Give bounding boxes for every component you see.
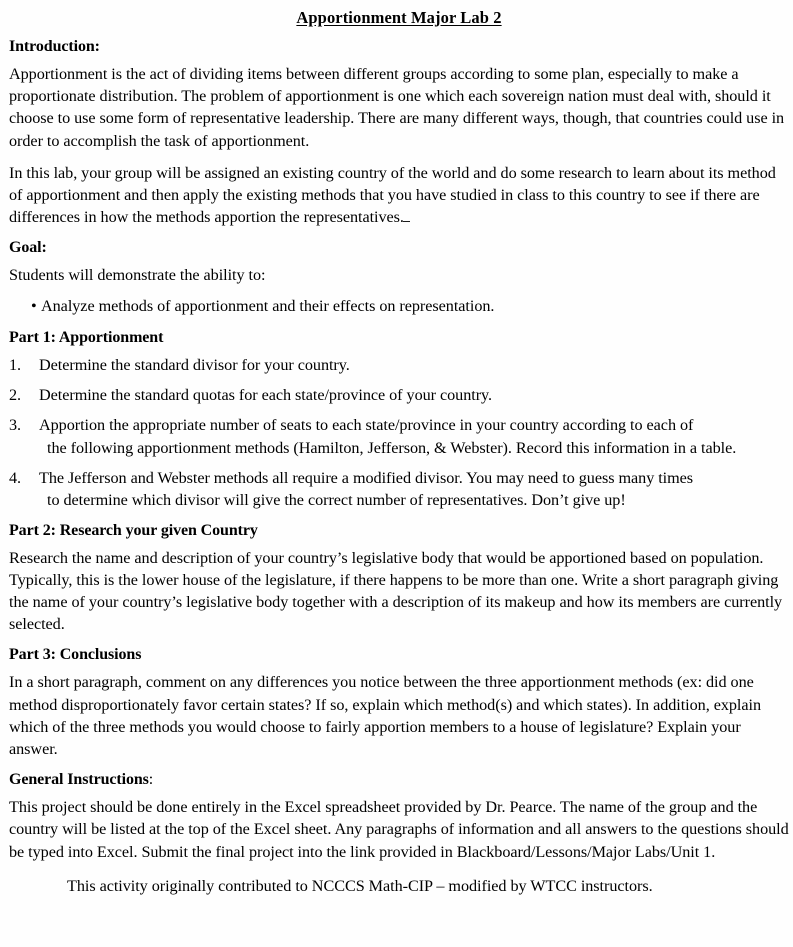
- goal-bullet-list: [9, 295, 789, 317]
- heading-general-instructions: [9, 770, 789, 789]
- page-title: [9, 8, 789, 28]
- list-item-text: Apportion the appropriate number of seats to each state/province in your country according to each of: [39, 416, 694, 435]
- list-item-number: 3.: [9, 416, 22, 435]
- list-item: [9, 414, 789, 459]
- page-title-text: Apportionment Major Lab 2: [296, 8, 502, 27]
- list-item-continuation: the following apportionment methods (Hamilton, Jefferson, & Webster). Record this information in a table.: [47, 438, 737, 457]
- goal-bullet-text: Analyze methods of apportionment and their effects on representation.: [41, 296, 495, 315]
- list-item: [9, 295, 789, 317]
- footer-attribution: This activity originally contributed to NCCCS Math-CIP – modified by WTCC instructors.: [67, 876, 653, 895]
- heading-part-3: Part 3: Conclusions: [9, 646, 142, 664]
- list-item-number: 2.: [9, 386, 22, 405]
- introduction-paragraph-2-text: In this lab, your group will be assigned an existing country of the world and do some research to learn about its method of apportionment and then apply the existing methods that you have studied in class to this country to see if there are differences in how the methods apportion the representatives.: [9, 163, 776, 227]
- list-item-number: 4.: [9, 469, 22, 488]
- heading-general-instructions-colon: :: [148, 771, 154, 789]
- part-2-paragraph: Research the name and description of your country’s legislative body that would be apportioned based on population. Typically, this is the lower house of the legislature, if there happens to be more than one. Write a short paragraph giving the name of your country’s legislative body together with a description of its makeup and how its members are currently selected.: [9, 548, 783, 634]
- introduction-paragraph-1: Apportionment is the act of dividing items between different groups according to some plan, especially to make a proportionate distribution. The problem of apportionment is one which each sovereign nation must deal with, should it choose to use some form of representative leadership. There are many different ways, though, that countries could use in order to accomplish the task of apportionment.: [9, 65, 785, 150]
- heading-introduction: Introduction:: [9, 38, 100, 55]
- heading-general-instructions-text: General Instructions: [9, 771, 149, 789]
- bullet-icon: •: [31, 296, 37, 315]
- part-1-numbered-list: [9, 354, 789, 512]
- part-3-paragraph: In a short paragraph, comment on any differences you notice between the three apportionment methods (ex: did one method disproportionately favor certain states? If so, explain which method(s) and which states). In addition, explain which of the three methods you would choose to fairly apportion members to a house of legislature? Explain your answer.: [9, 673, 762, 759]
- list-item-continuation: to determine which divisor will give the correct number of representatives. Don’t give up!: [47, 491, 626, 510]
- introduction-paragraph-2: [9, 162, 789, 229]
- heading-part-2: Part 2: Research your given Country: [9, 521, 258, 539]
- goal-intro-text: Students will demonstrate the ability to:: [9, 266, 266, 285]
- list-item-text: Determine the standard divisor for your country.: [39, 355, 350, 374]
- general-instructions-paragraph: This project should be done entirely in the Excel spreadsheet provided by Dr. Pearce. The name of the group and the country will be listed at the top of the Excel sheet. Any paragraphs of information and all answers to the questions should be typed into Excel. Submit the final project into the link provided in Blackboard/Lessons/Major Labs/Unit 1.: [9, 798, 789, 861]
- list-item-number: 1.: [9, 355, 22, 374]
- list-item: [9, 384, 789, 406]
- list-item-text: Determine the standard quotas for each state/province of your country.: [39, 386, 493, 405]
- list-item: [9, 467, 789, 512]
- stray-underline-artifact: [403, 210, 410, 222]
- heading-part-1: Part 1: Apportionment: [9, 328, 164, 346]
- list-item: [9, 354, 789, 376]
- list-item-text: The Jefferson and Webster methods all require a modified divisor. You may need to guess many times: [39, 469, 694, 488]
- heading-goal: Goal:: [9, 239, 47, 257]
